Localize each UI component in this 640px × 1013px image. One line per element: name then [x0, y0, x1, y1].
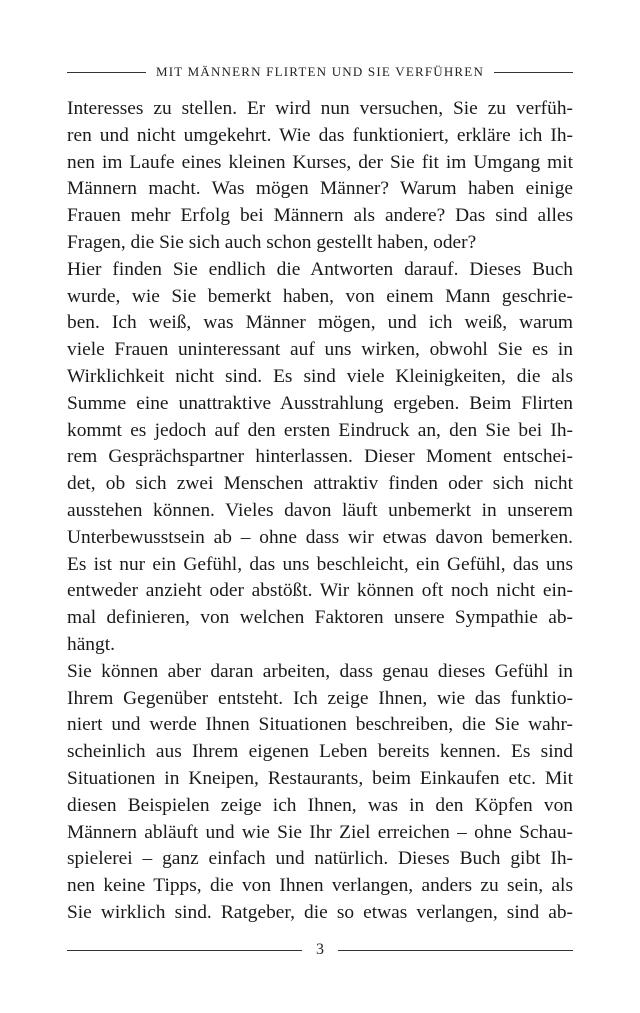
text-line: entweder anzieht oder abstößt. Wir können oft noch nicht ein- — [67, 580, 573, 602]
text-line: rem Gesprächspartner hinterlassen. Dieser Moment entschei- — [67, 446, 573, 468]
text-line: Frauen mehr Erfolg bei Männern als andere? Das sind alles — [67, 205, 573, 227]
text-line: Männern macht. Was mögen Männer? Warum haben einige — [67, 178, 573, 200]
text-line: Männern abläuft und wie Sie Ihr Ziel erreichen – ohne Schau- — [67, 821, 573, 843]
footer-rule-right — [338, 950, 573, 951]
running-title: MIT MÄNNERN FLIRTEN UND SIE VERFÜHREN — [155, 64, 485, 79]
text-line: Sie können aber daran arbeiten, dass genau dieses Gefühl in — [67, 660, 573, 682]
text-line: Es ist nur ein Gefühl, das uns beschleicht, ein Gefühl, das uns — [67, 553, 573, 575]
header-rule-right — [494, 72, 573, 73]
page-footer — [67, 938, 573, 962]
text-line: nen im Laufe eines kleinen Kurses, der Sie fit im Umgang mit — [67, 151, 573, 173]
header-rule-left — [67, 72, 146, 73]
text-line: scheinlich aus Ihrem eigenen Leben bereits kennen. Es sind — [67, 741, 573, 763]
paragraph — [67, 659, 573, 927]
text-line: viele Frauen uninteressant auf uns wirken, obwohl Sie es in — [67, 339, 573, 361]
text-line: Unterbewusstsein ab – ohne dass wir etwas davon bemerken. — [67, 526, 573, 548]
page-number: 3 — [316, 941, 324, 958]
text-line: mal definieren, von welchen Faktoren unsere Sympathie ab- — [67, 607, 573, 629]
body-text — [67, 96, 573, 927]
text-line: hängt. — [67, 633, 115, 655]
text-line: Fragen, die Sie sich auch schon gestellt haben, oder? — [67, 231, 477, 253]
text-line: Summe eine unattraktive Ausstrahlung ergeben. Beim Flirten — [67, 392, 573, 414]
text-line: Sie wirklich sind. Ratgeber, die so etwas verlangen, sind ab- — [67, 901, 573, 923]
text-line: Interesses zu stellen. Er wird nun versuchen, Sie zu verfüh- — [67, 98, 573, 119]
text-line: Hier finden Sie endlich die Antworten darauf. Dieses Buch — [67, 258, 573, 280]
text-line: nen keine Tipps, die von Ihnen verlangen, anders zu sein, als — [67, 875, 573, 897]
text-line: spielerei – ganz einfach und natürlich. Dieses Buch gibt Ih- — [67, 848, 573, 870]
running-header — [67, 60, 573, 84]
text-line: Situationen in Kneipen, Restaurants, beim Einkaufen etc. Mit — [67, 767, 573, 789]
text-line: kommt es jedoch auf den ersten Eindruck an, den Sie bei Ih- — [67, 419, 573, 441]
text-line: det, ob sich zwei Menschen attraktiv finden oder sich nicht — [67, 473, 573, 495]
text-line: Ihrem Gegenüber entsteht. Ich zeige Ihnen, wie das funktio- — [67, 687, 573, 709]
text-line: diesen Beispielen zeige ich Ihnen, was in den Köpfen von — [67, 794, 573, 816]
text-line: ausstehen können. Vieles davon läuft unbemerkt in unserem — [67, 499, 573, 521]
footer-rule-left — [67, 950, 302, 951]
paragraph — [67, 257, 573, 659]
text-line: niert und werde Ihnen Situationen beschreiben, die Sie wahr- — [67, 714, 573, 736]
text-line: ren und nicht umgekehrt. Wie das funktioniert, erkläre ich Ih- — [67, 124, 573, 146]
text-line: Wirklichkeit nicht sind. Es sind viele Kleinigkeiten, die als — [67, 365, 573, 387]
paragraph — [67, 96, 573, 257]
text-line: wurde, wie Sie bemerkt haben, von einem Mann geschrie- — [67, 285, 573, 307]
text-line: ben. Ich weiß, was Männer mögen, und ich weiß, warum — [67, 312, 573, 334]
